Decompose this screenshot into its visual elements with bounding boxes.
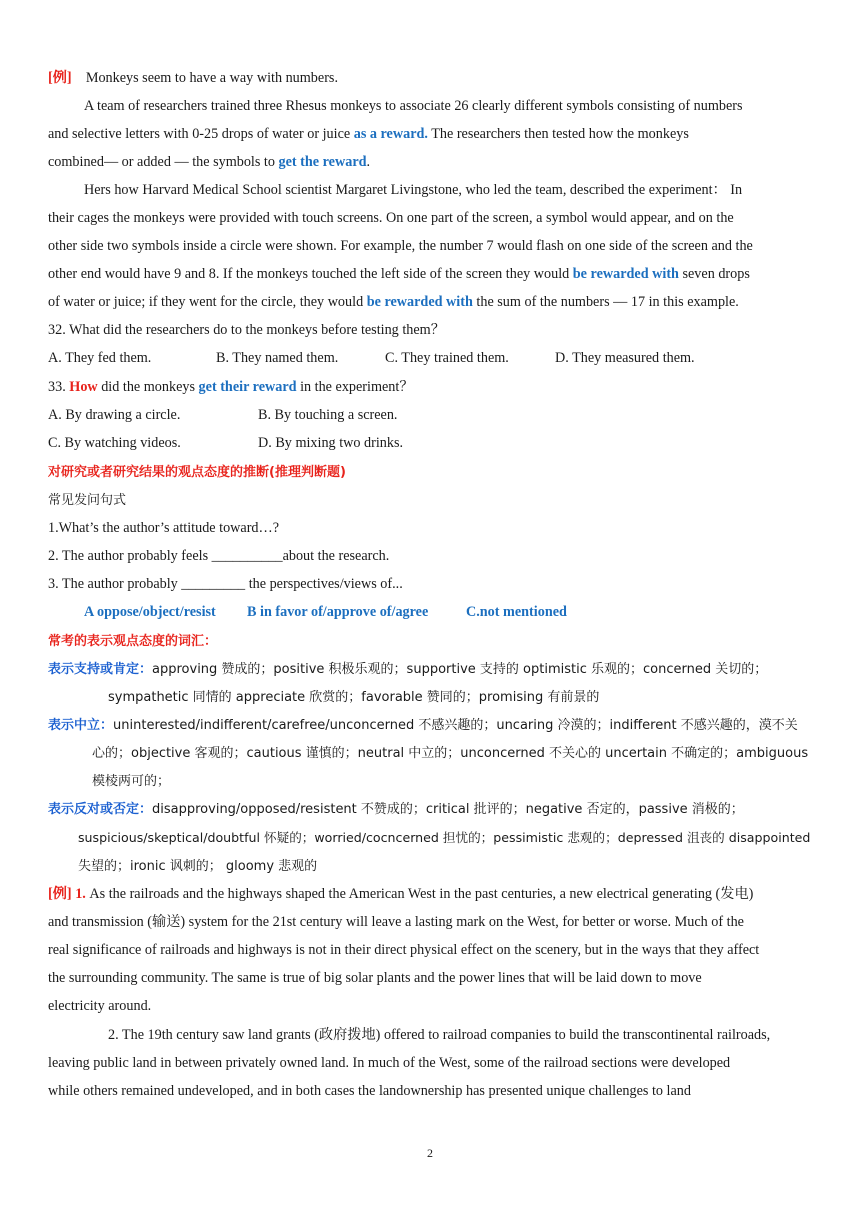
highlight-phrase: be rewarded with bbox=[572, 266, 679, 282]
example-title: Monkeys seem to have a way with numbers. bbox=[85, 70, 338, 86]
section-subheading: 常见发问句式 bbox=[48, 493, 127, 508]
question-32: 32. What did the researchers do to the monkeys before testing them？ bbox=[48, 322, 445, 338]
para-line: other side two symbols inside a circle were shown. For example, the number 7 would flash on one side of the screen and the bbox=[48, 238, 753, 254]
choice-a: A oppose/object/resist bbox=[84, 604, 216, 620]
neutral-label: 表示中立： bbox=[48, 718, 114, 733]
para-line: A team of researchers trained three Rhesus monkeys to associate 26 clearly different symbols consisting of numbers bbox=[84, 98, 743, 114]
example-tag: [例] bbox=[48, 886, 72, 902]
example-tag: [例] bbox=[48, 70, 72, 86]
highlight-phrase: as a reward. bbox=[353, 126, 428, 142]
example2-line: [例] 1. As the railroads and the highways shaped the American West in the past centuries, a new electrical generating (发电) bbox=[48, 886, 754, 902]
question-33: 33. How did the monkeys get their reward in the experiment？ bbox=[48, 379, 414, 395]
negative-label: 表示反对或否定： bbox=[48, 802, 153, 817]
neutral-vocab-line: 模棱两可的； bbox=[92, 774, 171, 789]
option-d: D. They measured them. bbox=[555, 350, 695, 366]
negative-vocab-line: suspicious/skeptical/doubtful 怀疑的；worried/cocncerned 担忧的；pessimistic 悲观的；depressed 沮丧的 disappointed bbox=[78, 830, 811, 845]
option-d: D. By mixing two drinks. bbox=[258, 435, 404, 451]
question-pattern-1: 1.What’s the author’s attitude toward…? bbox=[48, 520, 280, 536]
paragraph-number: 1. bbox=[75, 886, 86, 902]
option-b: B. By touching a screen. bbox=[258, 407, 398, 423]
para-line: and transmission (输送) system for the 21st century will leave a lasting mark on the West, for better or worse. Much of the bbox=[48, 914, 744, 930]
para-line: the surrounding community. The same is true of big solar plants and the power lines that will be laid down to move bbox=[48, 970, 702, 986]
page-number: 2 bbox=[427, 1146, 433, 1160]
section-heading: 对研究或者研究结果的观点态度的推断(推理判断题) bbox=[48, 465, 346, 480]
highlight-phrase: be rewarded with bbox=[366, 294, 473, 310]
negative-vocab-line: 失望的；ironic 讽刺的； gloomy 悲观的 bbox=[78, 859, 318, 874]
option-c: C. By watching videos. bbox=[48, 435, 181, 451]
positive-vocab-line: sympathetic 同情的 appreciate 欣赏的；favorable 赞同的；promising 有前景的 bbox=[108, 690, 600, 705]
para-line: Hers how Harvard Medical School scientist Margaret Livingstone, who led the team, described the experiment： In bbox=[84, 182, 743, 198]
question-pattern-3: 3. The author probably _________ the perspectives/views of... bbox=[48, 576, 403, 592]
para-line: 2. The 19th century saw land grants (政府拨地) offered to railroad companies to build the transcontinental railroads, bbox=[108, 1027, 771, 1043]
para-line: real significance of railroads and highways is not in their direct physical effect on the scenery, but in the ways that they affect bbox=[48, 942, 760, 958]
para-line: combined— or added — the symbols to get the reward. bbox=[48, 154, 371, 170]
keyword-how: How bbox=[69, 379, 98, 395]
vocab-heading: 常考的表示观点态度的词汇： bbox=[48, 634, 218, 649]
option-b: B. They named them. bbox=[216, 350, 339, 366]
question-pattern-2: 2. The author probably feels __________about the research. bbox=[48, 548, 390, 564]
para-line: other end would have 9 and 8. If the monkeys touched the left side of the screen they would be rewarded with seven drops bbox=[48, 266, 750, 282]
para-line: of water or juice; if they went for the circle, they would be rewarded with the sum of the numbers — 17 in this example. bbox=[48, 294, 739, 310]
para-line: while others remained undeveloped, and in both cases the landownership has presented unique challenges to land bbox=[48, 1083, 691, 1099]
option-c: C. They trained them. bbox=[385, 350, 509, 366]
neutral-vocab-line: 心的；objective 客观的；cautious 谨慎的；neutral 中立的；unconcerned 不关心的 uncertain 不确定的；ambiguous bbox=[92, 746, 809, 761]
example-title-line bbox=[48, 68, 820, 88]
option-a: A. By drawing a circle. bbox=[48, 407, 181, 423]
highlight-phrase: get the reward bbox=[278, 154, 367, 170]
option-a: A. They fed them. bbox=[48, 350, 152, 366]
para-line: their cages the monkeys were provided with touch screens. On one part of the screen, a symbol would appear, and on the bbox=[48, 210, 734, 226]
neutral-vocab-line: 表示中立：uninterested/indifferent/carefree/unconcerned 不感兴趣的；uncaring 冷漠的；indifferent 不感兴趣的，漠不关 bbox=[48, 718, 798, 733]
para-line: electricity around. bbox=[48, 998, 152, 1014]
choice-b: B in favor of/approve of/agree bbox=[247, 604, 429, 620]
para-line: and selective letters with 0-25 drops of water or juice as a reward. The researchers then tested how the monkeys bbox=[48, 126, 689, 142]
negative-vocab-line: 表示反对或否定：disapproving/opposed/resistent 不赞成的；critical 批评的；negative 否定的，passive 消极的； bbox=[48, 802, 744, 817]
para-line: leaving public land in between privately owned land. In much of the West, some of the railroad sections were developed bbox=[48, 1055, 731, 1071]
positive-label: 表示支持或肯定： bbox=[48, 662, 153, 677]
highlight-phrase: get their reward bbox=[198, 379, 297, 395]
positive-vocab-line: 表示支持或肯定：approving 赞成的；positive 积极乐观的；supportive 支持的 optimistic 乐观的；concerned 关切的； bbox=[48, 662, 768, 677]
choice-c: C.not mentioned bbox=[466, 604, 567, 620]
